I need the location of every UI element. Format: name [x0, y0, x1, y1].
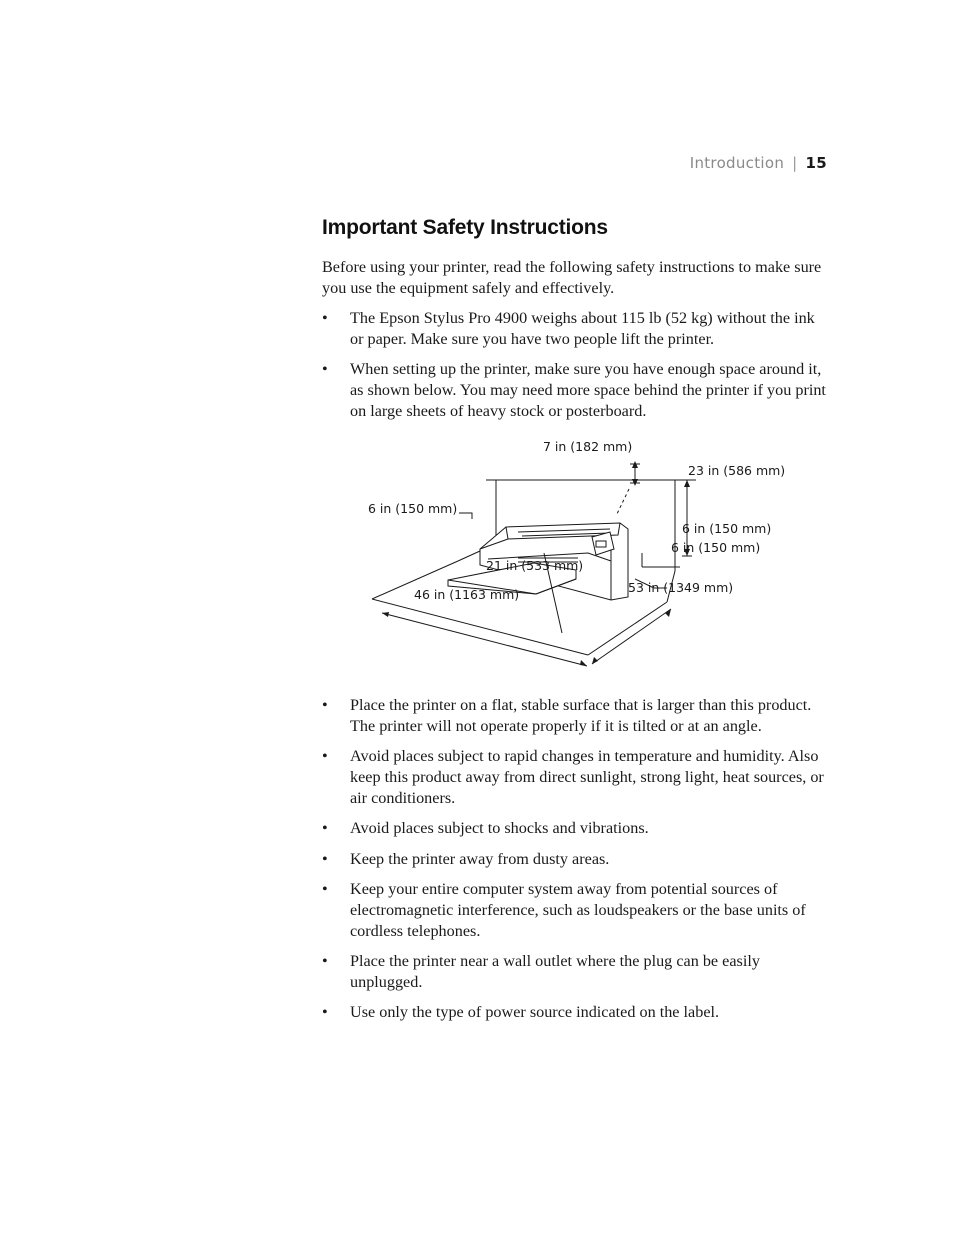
label-total-width: 46 in (1163 mm) [414, 587, 520, 603]
label-right-clearance-2: 6 in (150 mm) [671, 540, 761, 556]
list-item: • Use only the type of power source indicated on the label. [322, 1002, 827, 1023]
list-item: • When setting up the printer, make sure you have enough space around it, as shown below. You may need more space behind the printer if you print on large sheets of heavy stock or posterboard. [322, 359, 827, 421]
label-top-clearance: 7 in (182 mm) [543, 439, 633, 455]
list-item: • Place the printer on a flat, stable surface that is larger than this product. The printer will not operate properly if it is tilted or at an angle. [322, 695, 827, 736]
list-item: • Avoid places subject to rapid changes in temperature and humidity. Also keep this product away from direct sunlight, strong light, heat sources, or air conditioners. [322, 746, 827, 808]
safety-list-top [322, 308, 827, 421]
list-item: • Keep the printer away from dusty areas. [322, 849, 827, 870]
label-inner-depth: 21 in (533 mm) [486, 558, 584, 574]
label-right-clearance-1: 6 in (150 mm) [682, 521, 772, 537]
printer-clearance-diagram [322, 431, 827, 687]
label-total-depth: 53 in (1349 mm) [628, 580, 734, 596]
list-item: • Avoid places subject to shocks and vibrations. [322, 818, 827, 839]
running-head [690, 154, 827, 172]
intro-paragraph: Before using your printer, read the following safety instructions to make sure you use the equipment safely and effectively. [322, 258, 822, 297]
header-separator: | [792, 154, 798, 172]
list-item: • Place the printer near a wall outlet where the plug can be easily unplugged. [322, 951, 827, 992]
safety-list-bottom [322, 695, 827, 1023]
label-height: 23 in (586 mm) [688, 463, 786, 479]
page-number: 15 [805, 154, 827, 172]
label-left-clearance: 6 in (150 mm) [368, 501, 458, 517]
page-title: Important Safety Instructions [322, 216, 608, 239]
section-name: Introduction [689, 154, 785, 172]
page-content [322, 216, 827, 1033]
list-item: • Keep your entire computer system away from potential sources of electromagnetic interference, such as loudspeakers or the base units of cordless telephones. [322, 879, 827, 941]
list-item: • The Epson Stylus Pro 4900 weighs about 115 lb (52 kg) without the ink or paper. Make sure you have two people lift the printer. [322, 308, 827, 349]
